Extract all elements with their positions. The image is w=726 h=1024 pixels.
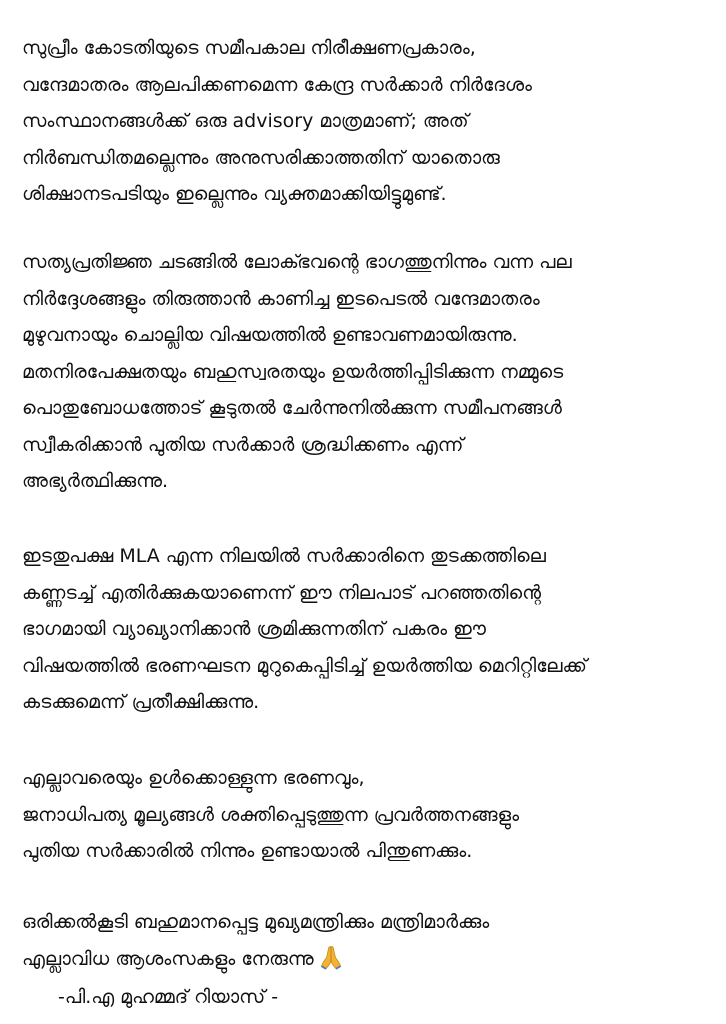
paragraph-2 (22, 244, 716, 500)
text-line: കണ്ണടച്ച് എതിർക്കുകയാണെന്ന് ഈ നിലപാട് പറഞ്ഞതിന്റെ (22, 581, 541, 604)
text-line: എല്ലാവിധ ആശംസകളും നേരുന്നു (22, 947, 314, 970)
text-line: വന്ദേമാതരം ആലപിക്കണമെന്ന കേന്ദ്ര സർക്കാർ നിർദേശം (22, 73, 532, 96)
text-line: മതനിരപേക്ഷതയും ബഹുസ്വരതയും ഉയർത്തിപ്പിടിക്കുന്ന നമ്മുടെ (22, 360, 564, 383)
paragraph-5 (22, 904, 716, 982)
paragraph-3 (22, 538, 716, 721)
text-line-with-emoji (22, 941, 716, 983)
text-line: ഇടതുപക്ഷ MLA എന്ന നിലയിൽ സർക്കാരിനെ തുടക്കത്തിലെ (22, 545, 546, 567)
text-line: സത്യപ്രതിജ്ഞ ചടങ്ങിൽ ലോക്ഭവന്റെ ഭാഗത്തുനിന്നും വന്ന പല (22, 251, 572, 273)
folded-hands-icon (318, 944, 344, 983)
text-line: മുഴുവനായും ചൊല്ലിയ വിഷയത്തിൽ ഉണ്ടാവണമായിരുന്നു. (22, 324, 518, 346)
text-line: നിർദ്ദേശങ്ങളും തിരുത്താൻ കാണിച്ച ഇടപെടൽ വന്ദേമാതരം (22, 287, 540, 310)
text-line: എല്ലാവരെയും ഉൾക്കൊള്ളുന്ന ഭരണവും, (22, 767, 365, 789)
text-line: ഒരിക്കൽകൂടി ബഹുമാനപ്പെട്ട മുഖ്യമന്ത്രിക്കും മന്ത്രിമാർക്കും (22, 911, 490, 933)
paragraph-1 (22, 30, 716, 213)
text-line: വിഷയത്തിൽ ഭരണഘടന മുറുകെപ്പിടിച്ച് ഉയർത്തിയ മെറിറ്റിലേക്ക് (22, 654, 587, 677)
text-line: സംസ്ഥാനങ്ങൾക്ക് ഒരു advisory മാത്രമാണ്; അത് (22, 110, 469, 132)
text-line: സ്വീകരിക്കാൻ പുതിയ സർക്കാർ ശ്രദ്ധിക്കണം എന്ന് (22, 433, 464, 456)
text-line: കടക്കുമെന്ന് പ്രതീക്ഷിക്കുന്നു. (22, 691, 260, 713)
text-line: സുപ്രീം കോടതിയുടെ സമീപകാല നിരീക്ഷണപ്രകാരം, (22, 37, 476, 59)
signature: -പി.എ മുഹമ്മദ് റിയാസ് - (58, 986, 279, 1008)
text-line: അഭ്യർത്ഥിക്കുന്നു. (22, 470, 169, 492)
text-line: പുതിയ സർക്കാരിൽ നിന്നും ഉണ്ടായാൽ പിന്തുണക്കും. (22, 840, 473, 862)
text-line: ശിക്ഷാനടപടിയും ഇല്ലെന്നും വ്യക്തമാക്കിയിട്ടുമുണ്ട്. (22, 183, 447, 205)
paragraph-4 (22, 760, 716, 870)
text-line: പൊതുബോധത്തോട് കൂടുതൽ ചേർന്നുനിൽക്കുന്ന സമീപനങ്ങൾ (22, 397, 562, 419)
text-line: ഭാഗമായി വ്യാഖ്യാനിക്കാൻ ശ്രമിക്കുന്നതിന് പകരം ഈ (22, 618, 486, 640)
text-line: ജനാധിപത്യ മൂല്യങ്ങൾ ശക്തിപ്പെടുത്തുന്ന പ്രവർത്തനങ്ങളും (22, 803, 520, 826)
text-line: നിർബന്ധിതമല്ലെന്നും അനുസരിക്കാത്തതിന് യാതൊരു (22, 146, 500, 169)
